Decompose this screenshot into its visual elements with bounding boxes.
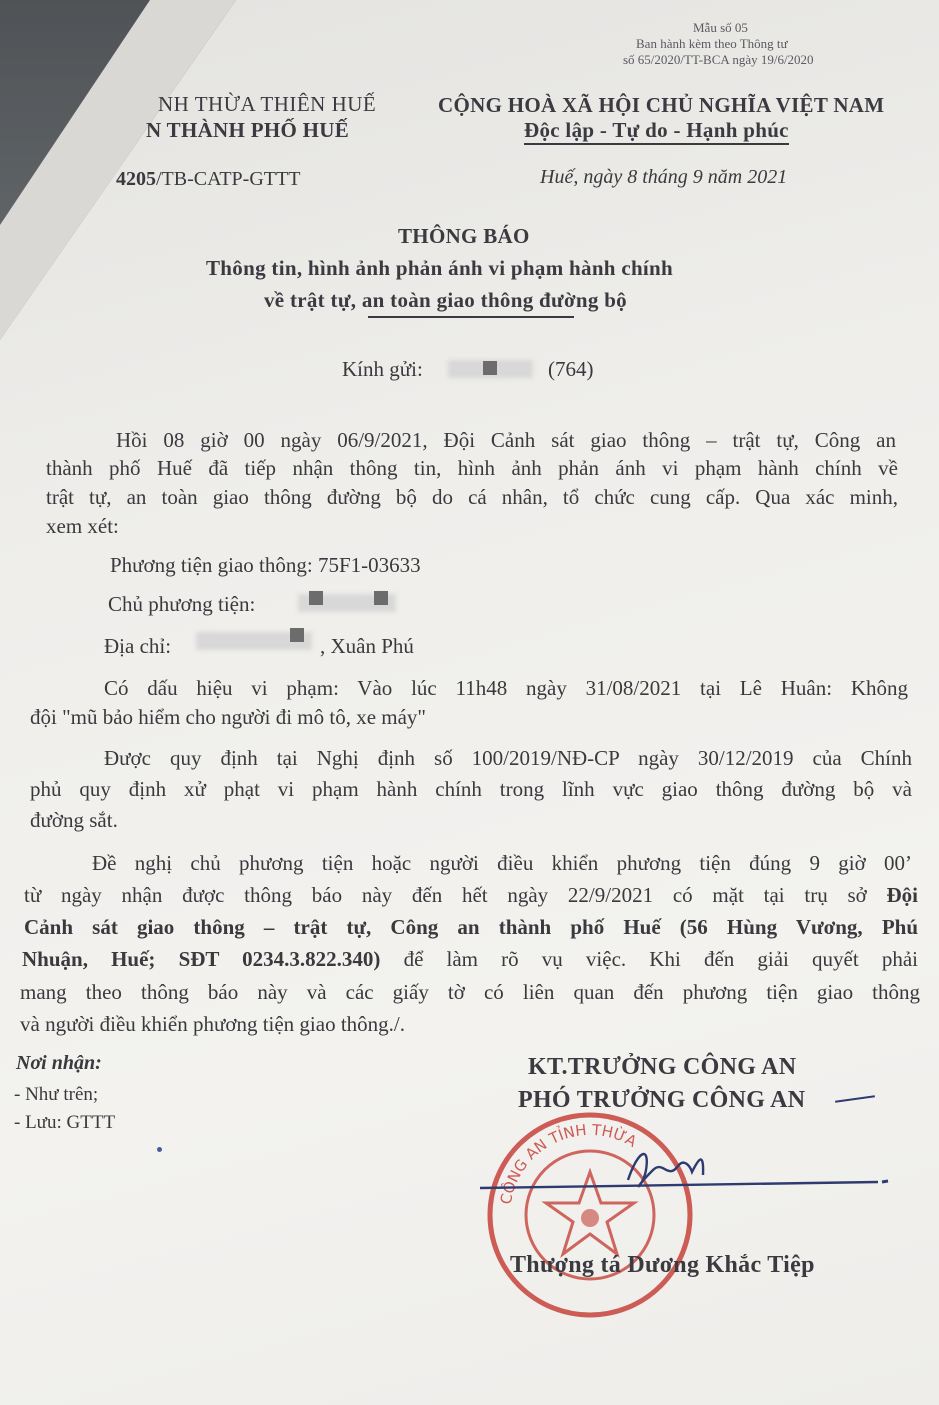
- document-title: THÔNG BÁO: [398, 224, 530, 248]
- receiver-item-2: - Lưu: GTTT: [14, 1112, 116, 1133]
- official-seal-icon: [480, 1100, 700, 1320]
- redaction-mark: [483, 361, 497, 375]
- issue-date: Huế, ngày 8 tháng 9 năm 2021: [540, 166, 788, 188]
- request-line3: Cảnh sát giao thông – trật tự, Công an thành phố Huế (56 Hùng Vương, Phú: [24, 915, 918, 939]
- address-label: Địa chỉ:: [104, 634, 172, 658]
- para1-line3: trật tự, an toàn giao thông đường bộ do cá nhân, tổ chức cung cấp. Qua xác minh,: [46, 485, 898, 509]
- document-subtitle-1: Thông tin, hình ảnh phản ánh vi phạm hành chính: [206, 256, 674, 280]
- owner-label: Chủ phương tiện:: [108, 592, 256, 616]
- redaction-mark: [290, 628, 304, 642]
- address-ward: , Xuân Phú: [320, 634, 414, 658]
- signatory-title-1: KT.TRƯỞNG CÔNG AN: [528, 1054, 797, 1080]
- request-line2: từ ngày nhận được thông báo này đến hết ngày 22/9/2021 có mặt tại trụ sở Đội: [24, 883, 918, 907]
- signature-icon: [478, 1140, 898, 1210]
- form-number: Mẫu số 05: [693, 20, 748, 35]
- signatory-name: Thượng tá Dương Khắc Tiệp: [510, 1252, 815, 1278]
- regulation-line1: Được quy định tại Nghị định số 100/2019/NĐ-CP ngày 30/12/2019 của Chính: [104, 746, 912, 770]
- regulation-line3: đường sắt.: [30, 808, 118, 832]
- vehicle-plate: Phương tiện giao thông: 75F1-03633: [110, 553, 421, 577]
- agency-line1: NH THỪA THIÊN HUẾ: [158, 92, 377, 116]
- regulation-line2: phủ quy định xử phạt vi phạm hành chính trong lĩnh vực giao thông đường bộ và: [30, 777, 912, 801]
- document-subtitle-2: về trật tự, an toàn giao thông đường bộ: [264, 288, 627, 312]
- request-line5: mang theo thông báo này và các giấy tờ có liên quan đến phương tiện giao thông: [20, 980, 920, 1004]
- nation-title: CỘNG HOÀ XÃ HỘI CHỦ NGHĨA VIỆT NAM: [438, 93, 885, 117]
- seal-text: CÔNG AN TỈNH THỪA: [496, 1120, 640, 1206]
- request-line4: Nhuận, Huế; SĐT 0234.3.822.340) để làm rõ vụ việc. Khi đến giải quyết phải: [22, 947, 918, 971]
- form-issued-by: Ban hành kèm theo Thông tư: [636, 36, 788, 51]
- nation-motto: Độc lập - Tự do - Hạnh phúc: [524, 118, 789, 145]
- recipient-label: Kính gửi:: [342, 357, 423, 381]
- redaction-mark: [309, 591, 323, 605]
- document-number: 4205/TB-CATP-GTTT: [116, 168, 301, 190]
- title-underline: [368, 316, 574, 318]
- recipient-code: (764): [548, 357, 594, 381]
- request-line6: và người điều khiển phương tiện giao thông./.: [20, 1012, 406, 1036]
- signatory-title-2: PHÓ TRƯỞNG CÔNG AN: [518, 1087, 806, 1113]
- form-circular: số 65/2020/TT-BCA ngày 19/6/2020: [623, 52, 814, 67]
- violation-line2: đội "mũ bảo hiểm cho người đi mô tô, xe máy": [30, 705, 426, 729]
- para1-line1: Hồi 08 giờ 00 ngày 06/9/2021, Đội Cảnh sát giao thông – trật tự, Công an: [116, 428, 896, 452]
- ink-dot: [157, 1147, 162, 1152]
- receivers-label: Nơi nhận:: [16, 1052, 102, 1074]
- request-line1: Đề nghị chủ phương tiện hoặc người điều khiển phương tiện đúng 9 giờ 00’: [92, 851, 912, 875]
- para1-line2: thành phố Huế đã tiếp nhận thông tin, hình ảnh phản ánh vi phạm hành chính về: [46, 456, 898, 480]
- receiver-item-1: - Như trên;: [14, 1084, 99, 1105]
- redaction-mark: [374, 591, 388, 605]
- para1-line4: xem xét:: [46, 514, 119, 538]
- agency-line2: N THÀNH PHỐ HUẾ: [146, 118, 350, 142]
- violation-line1: Có dấu hiệu vi phạm: Vào lúc 11h48 ngày 31/08/2021 tại Lê Huân: Không: [104, 676, 908, 700]
